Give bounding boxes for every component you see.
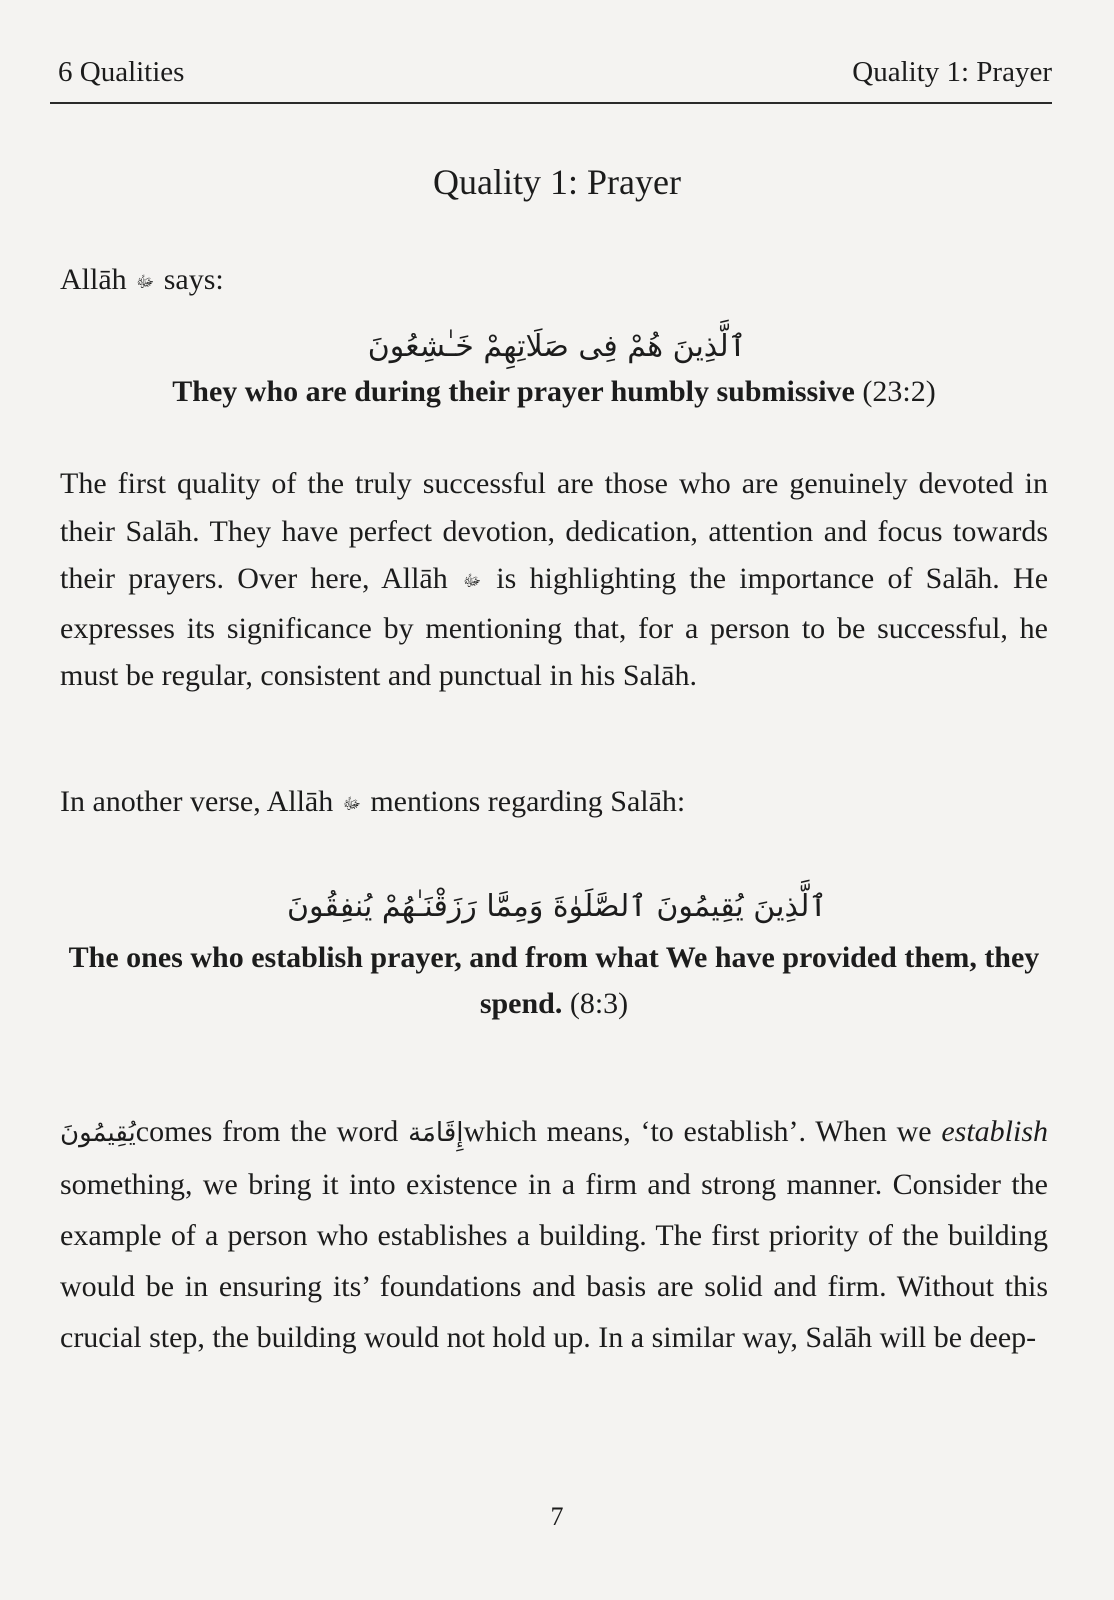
running-header bbox=[54, 52, 1052, 92]
verse-2-arabic: ٱلَّذِينَ يُقِيمُونَ ٱلصَّلَوٰةَ وَمِمَّا رَزَقْنَـٰهُمْ يُنفِقُونَ bbox=[287, 889, 827, 924]
verse-1-translation bbox=[60, 369, 1048, 415]
verse-1-reference: (23:2) bbox=[862, 375, 936, 408]
honorific-icon: ﷻ bbox=[342, 794, 361, 813]
paragraph-3-text-3: something, we bring it into existence in a firm and strong manner. Consider the example of a person who establishes a building. The first priority of the building would be in ensuring its’ foundations and basis are solid and firm. Without this crucial step, the building would not hold up. In a similar way, Salāh will be deep- bbox=[60, 1168, 1048, 1354]
verse-2-translation bbox=[60, 935, 1048, 1027]
says-line bbox=[60, 256, 1048, 306]
says-name: Allāh bbox=[60, 263, 127, 296]
paragraph-3-emphasis: establish bbox=[941, 1115, 1049, 1148]
paragraph-1 bbox=[60, 460, 1048, 700]
arabic-word-iqamah: إِقَامَة bbox=[408, 1118, 464, 1148]
chapter-title: Quality 1: Prayer bbox=[433, 162, 681, 202]
paragraph-3-text-2: which means, ‘to establish’. When we bbox=[463, 1115, 932, 1148]
verse-1-arabic: ٱلَّذِينَ هُمْ فِى صَلَاتِهِمْ خَـٰشِعُونَ bbox=[367, 329, 747, 364]
honorific-icon: ﷻ bbox=[136, 272, 155, 291]
says-verb: says: bbox=[163, 263, 224, 296]
paragraph-3 bbox=[60, 1106, 1048, 1363]
paragraph-1-part-1: The first quality of the truly successful are those who are genuinely devoted in their Salāh. They have perfect devotion, dedication, attention and focus towards their prayers. Over here, Allāh bbox=[60, 467, 1048, 595]
header-book-title: 6 Qualities bbox=[58, 56, 185, 88]
page-number: 7 bbox=[550, 1502, 564, 1531]
paragraph-2-part-2: mentions regarding Salāh: bbox=[370, 785, 686, 818]
honorific-icon: ﷻ bbox=[462, 571, 482, 590]
verse-2-reference: (8:3) bbox=[569, 987, 629, 1020]
arabic-word-yuqimun: يُقِيمُونَ bbox=[60, 1118, 136, 1148]
paragraph-1-part-2: is highlighting the importance of Salāh. He expresses its significance by mentioning that, for a person to be successful, he must be regular, consistent and punctual in his Salāh. bbox=[60, 562, 1049, 692]
header-chapter-title: Quality 1: Prayer bbox=[852, 56, 1052, 88]
verse-1-translation-text: They who are during their prayer humbly submissive bbox=[172, 375, 855, 408]
paragraph-3-text-1: comes from the word bbox=[135, 1115, 399, 1148]
header-rule bbox=[50, 102, 1052, 104]
paragraph-2 bbox=[60, 778, 1048, 828]
verse-2-translation-text: The ones who establish prayer, and from what We have provided them, they spend. bbox=[68, 941, 1040, 1020]
paragraph-2-part-1: In another verse, Allāh bbox=[60, 785, 334, 818]
